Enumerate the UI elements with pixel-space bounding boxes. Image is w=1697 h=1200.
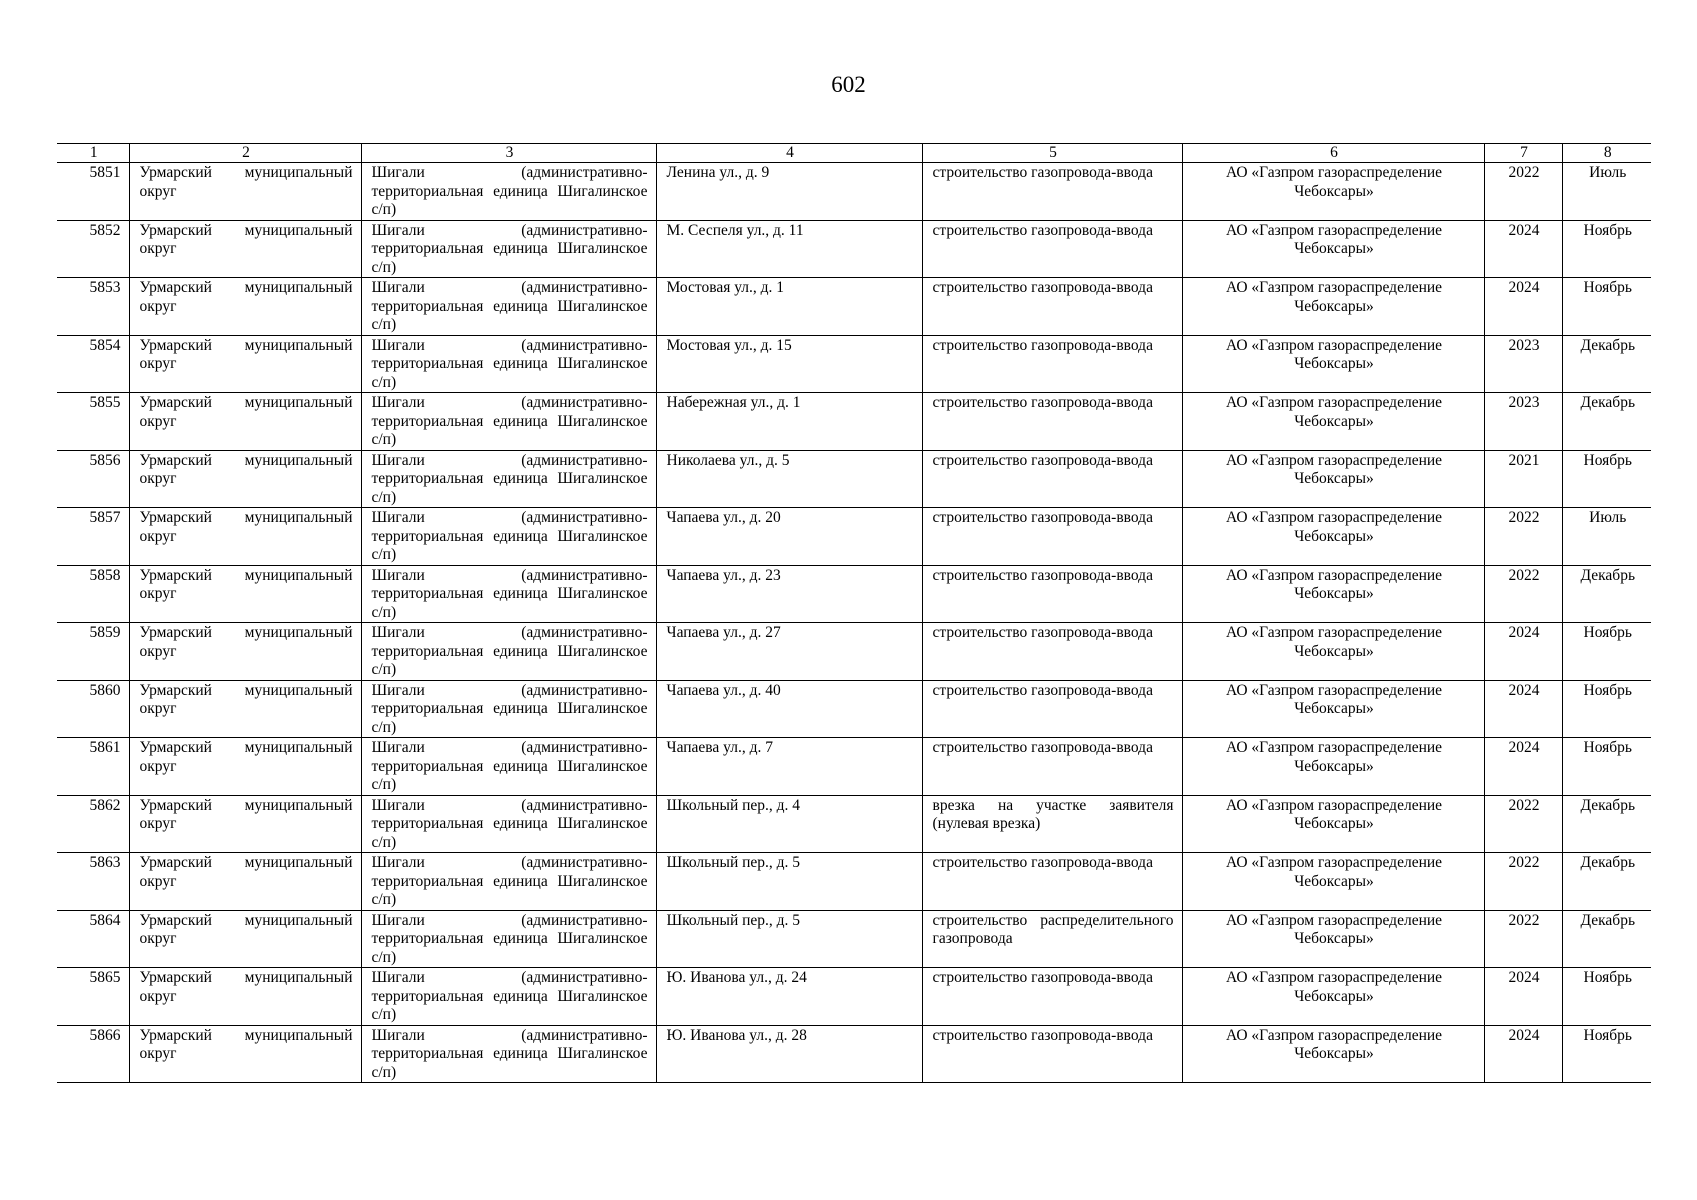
work-type-cell: строительство газопровода-ввода [922, 680, 1182, 738]
address-cell: Мостовая ул., д. 15 [656, 335, 922, 393]
organization-cell: АО «Газпром газораспределение Чебоксары» [1182, 968, 1484, 1026]
district-cell: Урмарский муниципальный округ [129, 738, 361, 796]
month-cell: Июль [1562, 163, 1651, 221]
work-type-cell: строительство газопровода-ввода [922, 163, 1182, 221]
page-number: 602 [831, 72, 866, 97]
district-cell: Урмарский муниципальный округ [129, 1025, 361, 1083]
address-cell: Чапаева ул., д. 40 [656, 680, 922, 738]
table-row [57, 910, 1651, 968]
row-number: 5866 [57, 1025, 129, 1083]
column-header-6: 6 [1182, 144, 1484, 163]
year-cell: 2022 [1484, 795, 1562, 853]
row-number: 5862 [57, 795, 129, 853]
table-row [57, 738, 1651, 796]
district-cell: Урмарский муниципальный округ [129, 278, 361, 336]
table-row [57, 220, 1651, 278]
row-number: 5855 [57, 393, 129, 451]
header-row [57, 144, 1651, 163]
address-cell: Набережная ул., д. 1 [656, 393, 922, 451]
year-cell: 2024 [1484, 968, 1562, 1026]
month-cell: Декабрь [1562, 795, 1651, 853]
row-number: 5865 [57, 968, 129, 1026]
table-row [57, 565, 1651, 623]
work-type-cell: строительство газопровода-ввода [922, 623, 1182, 681]
row-number: 5857 [57, 508, 129, 566]
row-number: 5854 [57, 335, 129, 393]
year-cell: 2022 [1484, 508, 1562, 566]
district-cell: Урмарский муниципальный округ [129, 508, 361, 566]
year-cell: 2022 [1484, 853, 1562, 911]
row-number: 5858 [57, 565, 129, 623]
settlement-cell: Шигали (административно-территориальная единица Шигалинское с/п) [361, 795, 656, 853]
year-cell: 2024 [1484, 1025, 1562, 1083]
address-cell: Ю. Иванова ул., д. 24 [656, 968, 922, 1026]
month-cell: Декабрь [1562, 393, 1651, 451]
address-cell: Мостовая ул., д. 1 [656, 278, 922, 336]
address-cell: Чапаева ул., д. 20 [656, 508, 922, 566]
month-cell: Ноябрь [1562, 738, 1651, 796]
work-type-cell: строительство газопровода-ввода [922, 1025, 1182, 1083]
row-number: 5852 [57, 220, 129, 278]
month-cell: Ноябрь [1562, 968, 1651, 1026]
year-cell: 2022 [1484, 565, 1562, 623]
work-type-cell: строительство газопровода-ввода [922, 220, 1182, 278]
table-row [57, 680, 1651, 738]
address-cell: Николаева ул., д. 5 [656, 450, 922, 508]
work-type-cell: строительство газопровода-ввода [922, 278, 1182, 336]
settlement-cell: Шигали (административно-территориальная единица Шигалинское с/п) [361, 853, 656, 911]
month-cell: Декабрь [1562, 335, 1651, 393]
work-type-cell: строительство газопровода-ввода [922, 968, 1182, 1026]
district-cell: Урмарский муниципальный округ [129, 163, 361, 221]
address-cell: Чапаева ул., д. 27 [656, 623, 922, 681]
organization-cell: АО «Газпром газораспределение Чебоксары» [1182, 508, 1484, 566]
year-cell: 2022 [1484, 910, 1562, 968]
year-cell: 2022 [1484, 163, 1562, 221]
work-type-cell: строительство газопровода-ввода [922, 450, 1182, 508]
table-row [57, 278, 1651, 336]
district-cell: Урмарский муниципальный округ [129, 968, 361, 1026]
month-cell: Ноябрь [1562, 450, 1651, 508]
year-cell: 2023 [1484, 335, 1562, 393]
year-cell: 2024 [1484, 220, 1562, 278]
address-cell: Чапаева ул., д. 7 [656, 738, 922, 796]
work-type-cell: строительство газопровода-ввода [922, 508, 1182, 566]
row-number: 5864 [57, 910, 129, 968]
district-cell: Урмарский муниципальный округ [129, 220, 361, 278]
district-cell: Урмарский муниципальный округ [129, 565, 361, 623]
column-header-5: 5 [922, 144, 1182, 163]
district-cell: Урмарский муниципальный округ [129, 853, 361, 911]
year-cell: 2024 [1484, 680, 1562, 738]
work-type-cell: строительство газопровода-ввода [922, 738, 1182, 796]
month-cell: Декабрь [1562, 910, 1651, 968]
register-table [57, 143, 1651, 1083]
row-number: 5860 [57, 680, 129, 738]
organization-cell: АО «Газпром газораспределение Чебоксары» [1182, 623, 1484, 681]
address-cell: Ю. Иванова ул., д. 28 [656, 1025, 922, 1083]
settlement-cell: Шигали (административно-территориальная единица Шигалинское с/п) [361, 335, 656, 393]
row-number: 5859 [57, 623, 129, 681]
column-header-2: 2 [129, 144, 361, 163]
row-number: 5851 [57, 163, 129, 221]
month-cell: Декабрь [1562, 565, 1651, 623]
table-body [57, 163, 1651, 1083]
organization-cell: АО «Газпром газораспределение Чебоксары» [1182, 565, 1484, 623]
district-cell: Урмарский муниципальный округ [129, 450, 361, 508]
settlement-cell: Шигали (административно-территориальная единица Шигалинское с/п) [361, 680, 656, 738]
settlement-cell: Шигали (административно-территориальная единица Шигалинское с/п) [361, 220, 656, 278]
organization-cell: АО «Газпром газораспределение Чебоксары» [1182, 680, 1484, 738]
address-cell: Школьный пер., д. 4 [656, 795, 922, 853]
month-cell: Июль [1562, 508, 1651, 566]
table-row [57, 623, 1651, 681]
settlement-cell: Шигали (административно-территориальная единица Шигалинское с/п) [361, 278, 656, 336]
month-cell: Ноябрь [1562, 278, 1651, 336]
district-cell: Урмарский муниципальный округ [129, 680, 361, 738]
year-cell: 2021 [1484, 450, 1562, 508]
year-cell: 2023 [1484, 393, 1562, 451]
row-number: 5853 [57, 278, 129, 336]
organization-cell: АО «Газпром газораспределение Чебоксары» [1182, 738, 1484, 796]
month-cell: Ноябрь [1562, 1025, 1651, 1083]
district-cell: Урмарский муниципальный округ [129, 910, 361, 968]
settlement-cell: Шигали (административно-территориальная единица Шигалинское с/п) [361, 508, 656, 566]
column-header-7: 7 [1484, 144, 1562, 163]
organization-cell: АО «Газпром газораспределение Чебоксары» [1182, 220, 1484, 278]
organization-cell: АО «Газпром газораспределение Чебоксары» [1182, 910, 1484, 968]
month-cell: Ноябрь [1562, 220, 1651, 278]
month-cell: Декабрь [1562, 853, 1651, 911]
work-type-cell: строительство газопровода-ввода [922, 565, 1182, 623]
row-number: 5861 [57, 738, 129, 796]
table-row [57, 1025, 1651, 1083]
table-row [57, 335, 1651, 393]
organization-cell: АО «Газпром газораспределение Чебоксары» [1182, 450, 1484, 508]
settlement-cell: Шигали (административно-территориальная единица Шигалинское с/п) [361, 910, 656, 968]
organization-cell: АО «Газпром газораспределение Чебоксары» [1182, 278, 1484, 336]
year-cell: 2024 [1484, 278, 1562, 336]
settlement-cell: Шигали (административно-территориальная единица Шигалинское с/п) [361, 450, 656, 508]
table-row [57, 968, 1651, 1026]
work-type-cell: строительство газопровода-ввода [922, 393, 1182, 451]
column-header-3: 3 [361, 144, 656, 163]
address-cell: Школьный пер., д. 5 [656, 853, 922, 911]
settlement-cell: Шигали (административно-территориальная единица Шигалинское с/п) [361, 623, 656, 681]
address-cell: Ленина ул., д. 9 [656, 163, 922, 221]
work-type-cell: врезка на участке заявителя (нулевая врезка) [922, 795, 1182, 853]
organization-cell: АО «Газпром газораспределение Чебоксары» [1182, 163, 1484, 221]
table-row [57, 508, 1651, 566]
row-number: 5856 [57, 450, 129, 508]
year-cell: 2024 [1484, 623, 1562, 681]
work-type-cell: строительство газопровода-ввода [922, 335, 1182, 393]
work-type-cell: строительство распределительного газопровода [922, 910, 1182, 968]
organization-cell: АО «Газпром газораспределение Чебоксары» [1182, 853, 1484, 911]
settlement-cell: Шигали (административно-территориальная единица Шигалинское с/п) [361, 1025, 656, 1083]
column-header-4: 4 [656, 144, 922, 163]
organization-cell: АО «Газпром газораспределение Чебоксары» [1182, 795, 1484, 853]
organization-cell: АО «Газпром газораспределение Чебоксары» [1182, 335, 1484, 393]
settlement-cell: Шигали (административно-территориальная единица Шигалинское с/п) [361, 393, 656, 451]
table-row [57, 795, 1651, 853]
address-cell: Чапаева ул., д. 23 [656, 565, 922, 623]
month-cell: Ноябрь [1562, 680, 1651, 738]
row-number: 5863 [57, 853, 129, 911]
address-cell: М. Сеспеля ул., д. 11 [656, 220, 922, 278]
table-row [57, 393, 1651, 451]
table-row [57, 450, 1651, 508]
year-cell: 2024 [1484, 738, 1562, 796]
district-cell: Урмарский муниципальный округ [129, 795, 361, 853]
column-header-1: 1 [57, 144, 129, 163]
organization-cell: АО «Газпром газораспределение Чебоксары» [1182, 1025, 1484, 1083]
settlement-cell: Шигали (административно-территориальная единица Шигалинское с/п) [361, 968, 656, 1026]
settlement-cell: Шигали (административно-территориальная единица Шигалинское с/п) [361, 738, 656, 796]
settlement-cell: Шигали (административно-территориальная единица Шигалинское с/п) [361, 565, 656, 623]
district-cell: Урмарский муниципальный округ [129, 623, 361, 681]
column-header-8: 8 [1562, 144, 1651, 163]
address-cell: Школьный пер., д. 5 [656, 910, 922, 968]
month-cell: Ноябрь [1562, 623, 1651, 681]
work-type-cell: строительство газопровода-ввода [922, 853, 1182, 911]
organization-cell: АО «Газпром газораспределение Чебоксары» [1182, 393, 1484, 451]
table-header [57, 144, 1651, 163]
district-cell: Урмарский муниципальный округ [129, 393, 361, 451]
table-row [57, 853, 1651, 911]
settlement-cell: Шигали (административно-территориальная единица Шигалинское с/п) [361, 163, 656, 221]
district-cell: Урмарский муниципальный округ [129, 335, 361, 393]
table-row [57, 163, 1651, 221]
